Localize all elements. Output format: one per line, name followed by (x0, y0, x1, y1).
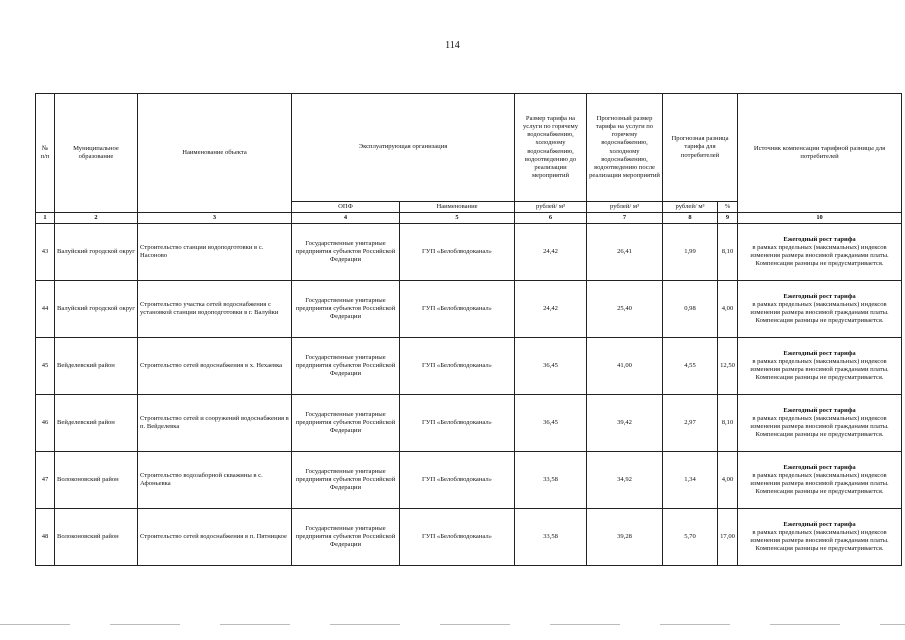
difference-cell: 5,70 (663, 509, 718, 566)
compensation-source-title: Ежегодный рост тарифа (783, 406, 856, 414)
compensation-source-title: Ежегодный рост тарифа (783, 235, 856, 243)
tariff-table (35, 93, 902, 566)
forecast-tariff-cell: 26,41 (587, 224, 663, 281)
object-name-cell: Строительство сетей водоснабжения в х. Нехаевка (138, 338, 292, 395)
compensation-source-cell (738, 338, 902, 395)
opf-cell: Государственные унитарные предприятия субъектов Российской Федерации (292, 452, 400, 509)
organization-cell: ГУП «Белоблводоканал» (400, 452, 515, 509)
compensation-source-text: в рамках предельных (максимальных) индексов изменения размера вносимой гражданами платы. Компенсация разницы не предусматривается. (750, 244, 889, 268)
object-name-cell: Строительство сетей и сооружений водоснабжения в п. Вейделевка (138, 395, 292, 452)
column-number-row (36, 213, 902, 224)
compensation-source-cell (738, 395, 902, 452)
page-number: 114 (445, 40, 460, 51)
subheader-unit-tariff: рублей/ м³ (515, 202, 587, 213)
header-municipality: Муниципальное образование (55, 94, 138, 213)
percent-cell: 17,00 (718, 509, 738, 566)
compensation-source-text: в рамках предельных (максимальных) индексов изменения размера вносимой гражданами платы. Компенсация разницы не предусматривается. (750, 472, 889, 496)
row-number-cell: 47 (36, 452, 55, 509)
tariff-cell: 36,45 (515, 395, 587, 452)
table-row (36, 224, 902, 281)
column-number: 4 (292, 213, 400, 224)
organization-cell: ГУП «Белоблводоканал» (400, 338, 515, 395)
compensation-source-cell (738, 224, 902, 281)
object-name-cell: Строительство сетей водоснабжения в п. Пятницкое (138, 509, 292, 566)
column-number: 5 (400, 213, 515, 224)
difference-cell: 0,98 (663, 281, 718, 338)
table-row (36, 338, 902, 395)
header-forecast-difference: Прогнозная разница тарифа для потребителей (663, 94, 738, 202)
header-row (36, 94, 902, 202)
organization-cell: ГУП «Белоблводоканал» (400, 395, 515, 452)
table-row (36, 281, 902, 338)
subheader-opf: ОПФ (292, 202, 400, 213)
compensation-source-text: в рамках предельных (максимальных) индексов изменения размера вносимой гражданами платы. Компенсация разницы не предусматривается. (750, 301, 889, 325)
column-number: 8 (663, 213, 718, 224)
column-number: 10 (738, 213, 902, 224)
organization-cell: ГУП «Белоблводоканал» (400, 281, 515, 338)
municipality-cell: Валуйский городской округ (55, 224, 138, 281)
compensation-source-title: Ежегодный рост тарифа (783, 349, 856, 357)
subheader-unit-forecast: рублей/ м³ (587, 202, 663, 213)
municipality-cell: Волоконовский район (55, 452, 138, 509)
row-number-cell: 46 (36, 395, 55, 452)
column-number: 6 (515, 213, 587, 224)
table-row (36, 509, 902, 566)
municipality-cell: Вейделевский район (55, 338, 138, 395)
object-name-cell: Строительство водозаборной скважины в с. Афоньевка (138, 452, 292, 509)
object-name-cell: Строительство участка сетей водоснабжения с установкой станции водоподготовки в г. Валуйки (138, 281, 292, 338)
municipality-cell: Волоконовский район (55, 509, 138, 566)
tariff-cell: 33,58 (515, 452, 587, 509)
organization-cell: ГУП «Белоблводоканал» (400, 224, 515, 281)
organization-cell: ГУП «Белоблводоканал» (400, 509, 515, 566)
opf-cell: Государственные унитарные предприятия субъектов Российской Федерации (292, 281, 400, 338)
opf-cell: Государственные унитарные предприятия субъектов Российской Федерации (292, 395, 400, 452)
header-object-name: Наименование объекта (138, 94, 292, 213)
compensation-source-cell (738, 452, 902, 509)
compensation-source-cell (738, 509, 902, 566)
difference-cell: 4,55 (663, 338, 718, 395)
compensation-source-title: Ежегодный рост тарифа (783, 292, 856, 300)
difference-cell: 2,97 (663, 395, 718, 452)
tariff-cell: 36,45 (515, 338, 587, 395)
tariff-cell: 24,42 (515, 224, 587, 281)
compensation-source-title: Ежегодный рост тарифа (783, 463, 856, 471)
subheader-unit-percent: % (718, 202, 738, 213)
table-row (36, 452, 902, 509)
row-number-cell: 48 (36, 509, 55, 566)
municipality-cell: Валуйский городской округ (55, 281, 138, 338)
compensation-source-cell (738, 281, 902, 338)
opf-cell: Государственные унитарные предприятия субъектов Российской Федерации (292, 224, 400, 281)
municipality-cell: Вейделевский район (55, 395, 138, 452)
percent-cell: 4,00 (718, 452, 738, 509)
row-number-cell: 44 (36, 281, 55, 338)
header-number: № п/п (36, 94, 55, 213)
subheader-name: Наименование (400, 202, 515, 213)
difference-cell: 1,34 (663, 452, 718, 509)
subheader-unit-diff: рублей/ м³ (663, 202, 718, 213)
column-number: 9 (718, 213, 738, 224)
forecast-tariff-cell: 41,00 (587, 338, 663, 395)
header-compensation-source: Источник компенсации тарифной разницы для потребителей (738, 94, 902, 213)
percent-cell: 8,10 (718, 224, 738, 281)
opf-cell: Государственные унитарные предприятия субъектов Российской Федерации (292, 338, 400, 395)
forecast-tariff-cell: 39,42 (587, 395, 663, 452)
column-number: 2 (55, 213, 138, 224)
percent-cell: 4,00 (718, 281, 738, 338)
row-number-cell: 45 (36, 338, 55, 395)
compensation-source-title: Ежегодный рост тарифа (783, 520, 856, 528)
tariff-cell: 24,42 (515, 281, 587, 338)
header-forecast-tariff: Прогнозный размер тарифа на услуги по горячему водоснабжению, холодному водоснабжению, водоотведению после реализации мероприятий (587, 94, 663, 202)
object-name-cell: Строительство станции водоподготовки в с. Насоново (138, 224, 292, 281)
column-number: 1 (36, 213, 55, 224)
header-organization: Эксплуатирующая организация (292, 94, 515, 202)
page-bottom-rule (0, 624, 905, 625)
forecast-tariff-cell: 34,92 (587, 452, 663, 509)
column-number: 3 (138, 213, 292, 224)
percent-cell: 12,50 (718, 338, 738, 395)
compensation-source-text: в рамках предельных (максимальных) индексов изменения размера вносимой гражданами платы. Компенсация разницы не предусматривается. (750, 529, 889, 553)
compensation-source-text: в рамках предельных (максимальных) индексов изменения размера вносимой гражданами платы. Компенсация разницы не предусматривается. (750, 358, 889, 382)
forecast-tariff-cell: 25,40 (587, 281, 663, 338)
forecast-tariff-cell: 39,28 (587, 509, 663, 566)
percent-cell: 8,10 (718, 395, 738, 452)
table-row (36, 395, 902, 452)
compensation-source-text: в рамках предельных (максимальных) индексов изменения размера вносимой гражданами платы. Компенсация разницы не предусматривается. (750, 415, 889, 439)
opf-cell: Государственные унитарные предприятия субъектов Российской Федерации (292, 509, 400, 566)
tariff-cell: 33,58 (515, 509, 587, 566)
row-number-cell: 43 (36, 224, 55, 281)
difference-cell: 1,99 (663, 224, 718, 281)
header-tariff-size: Размер тарифа на услуги по горячему водоснабжению, холодному водоснабжению, водоотведению до реализации мероприятий (515, 94, 587, 202)
column-number: 7 (587, 213, 663, 224)
